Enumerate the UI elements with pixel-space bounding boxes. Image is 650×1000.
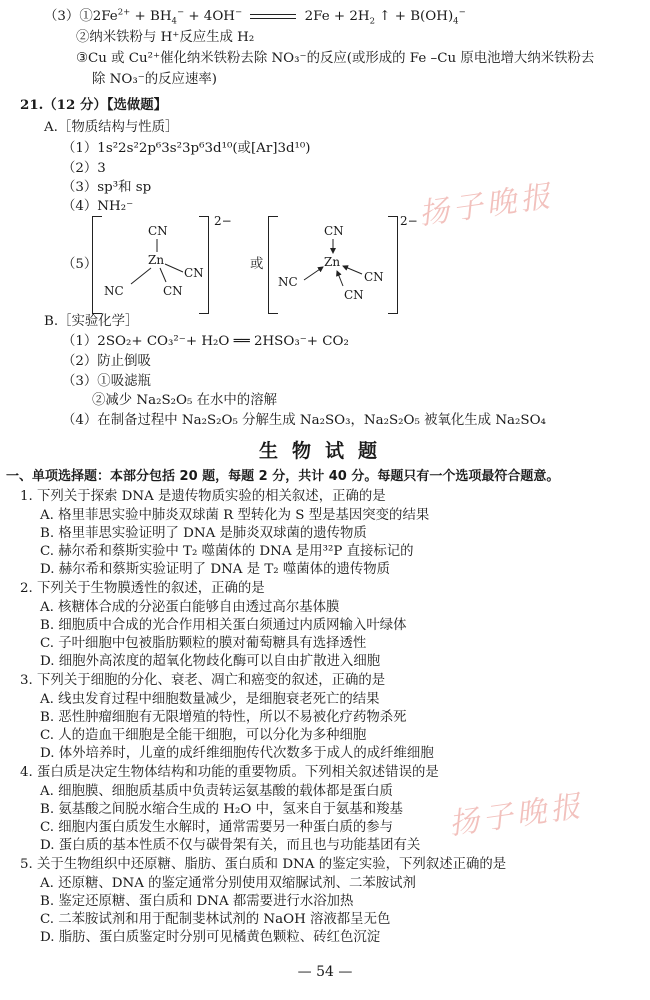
q5-option: D. 脂肪、蛋白质鉴定时分别可见橘黄色颗粒、砖红色沉淀 [40,930,381,945]
cn-bottom-2: CN [344,288,364,302]
q21-a4: （4）NH₂⁻ [62,199,134,214]
zn-center-2: Zn [324,255,341,269]
nc-left-2: NC [278,275,298,289]
cn-top-1: CN [148,224,168,238]
cn-top-2: CN [324,224,344,238]
q21-part-b-label: B.［实验化学］ [44,314,139,329]
q2-option: A. 核糖体合成的分泌蛋白能够自由透过高尔基体膜 [40,600,340,615]
q5-option: B. 鉴定还原糖、蛋白质和 DNA 都需要进行水浴加热 [40,894,354,909]
cn-bottom-1: CN [163,284,183,298]
zn-center-1: Zn [148,253,165,267]
q5-option: A. 还原糖、DNA 的鉴定通常分别使用双缩脲试剂、二苯胺试剂 [40,876,416,891]
section-instructions: 一、单项选择题：本部分包括 20 题，每题 2 分，共计 40 分。每题只有一个选项最符合题意。 [6,469,560,484]
q2-option: D. 细胞外高浓度的超氧化物歧化酶可以自由扩散进入细胞 [40,654,381,669]
cn-right-1: CN [184,266,204,280]
watermark-bottom: 扬子晚报 [446,788,587,843]
q3-option: A. 线虫发育过程中细胞数量减少，是细胞衰老死亡的结果 [40,692,380,707]
charge-2: 2− [400,214,418,228]
q4-stem: 4. 蛋白质是决定生物体结构和功能的重要物质。下列相关叙述错误的是 [20,765,439,780]
q2-option: B. 细胞质中合成的光合作用相关蛋白须通过内质网输入叶绿体 [40,618,407,633]
q3-option: B. 恶性肿瘤细胞有无限增殖的特性，所以不易被化疗药物杀死 [40,710,407,725]
q21-b3b: ②减少 Na₂S₂O₅ 在水中的溶解 [92,393,277,408]
q1-option: A. 格里菲思实验中肺炎双球菌 R 型转化为 S 型是基因突变的结果 [40,508,430,523]
q21-a1: （1）1s²2s²2p⁶3s²3p⁶3d¹⁰(或[Ar]3d¹⁰) [62,141,311,156]
nc-left-1: NC [104,284,124,298]
q1-stem: 1. 下列关于探索 DNA 是遗传物质实验的相关叙述，正确的是 [20,489,386,504]
q21-b4: （4）在制备过程中 Na₂S₂O₅ 分解生成 Na₂SO₃，Na₂S₂O₅ 被氧化生成 Na₂SO₄ [62,413,546,428]
or-text: 或 [250,257,264,272]
q1-option: D. 赫尔希和蔡斯实验证明了 DNA 是 T₂ 噬菌体的遗传物质 [40,562,391,577]
q21-b3: （3）①吸滤瓶 [62,374,151,389]
q4-option: B. 氨基酸之间脱水缩合生成的 H₂O 中，氢来自于氨基和羧基 [40,802,403,817]
q1-option: C. 赫尔希和蔡斯实验中 T₂ 噬菌体的 DNA 是用³²P 直接标记的 [40,544,414,559]
q4-option: A. 细胞膜、细胞质基质中负责转运氨基酸的载体都是蛋白质 [40,784,393,799]
q4-option: C. 细胞内蛋白质发生水解时，通常需要另一种蛋白质的参与 [40,820,394,835]
watermark-top: 扬子晚报 [416,178,557,233]
section-title: 生物试题 [258,440,391,462]
charge-1: 2− [214,214,232,228]
q5-option: C. 二苯胺试剂和用于配制斐林试剂的 NaOH 溶液都呈无色 [40,912,391,927]
q4-option: D. 蛋白质的基本性质不仅与碳骨架有关，而且也与功能基团有关 [40,838,421,853]
q3-line1: $(3)①2Fe^{2+} + BH_4^- + 4OH^-$ $2Fe + 2H_2$ ↑ + $B(OH)_4^-$ [44,7,466,27]
q21-heading: 21.（12 分）【选做题】 [20,97,168,113]
q3-line3: ③Cu 或 Cu²⁺催化纳米铁粉去除 NO₃⁻的反应(或形成的 Fe –Cu 原电池增大纳米铁粉去 [76,51,595,66]
q3-option: C. 人的造血干细胞是全能干细胞，可以分化为多种细胞 [40,728,367,743]
q3-option: D. 体外培养时，儿童的成纤维细胞传代次数多于成人的成纤维细胞 [40,746,434,761]
q21-a5: （5） [62,257,98,272]
q2-stem: 2. 下列关于生物膜透性的叙述，正确的是 [20,581,265,596]
q1-option: B. 格里菲思实验证明了 DNA 是肺炎双球菌的遗传物质 [40,526,367,541]
q2-option: C. 子叶细胞中包被脂肪颗粒的膜对葡萄糖具有选择透性 [40,636,367,651]
page-number: — 54 — [297,964,353,980]
q3-stem: 3. 下列关于细胞的分化、衰老、凋亡和癌变的叙述，正确的是 [20,673,386,688]
q3-line2: ②纳米铁粉与 H⁺反应生成 H₂ [76,30,255,45]
q21-b2: （2）防止倒吸 [62,354,151,369]
q21-b1: （1）2SO₂+ CO₃²⁻+ H₂O ══ 2HSO₃⁻+ CO₂ [62,334,349,349]
q3-line4: 除 NO₃⁻的反应速率) [92,72,217,87]
q21-a3: （3）sp³和 sp [62,180,152,195]
q21-a2: （2）3 [62,161,106,176]
cn-right-2: CN [364,270,384,284]
q5-stem: 5. 关于生物组织中还原糖、脂肪、蛋白质和 DNA 的鉴定实验，下列叙述正确的是 [20,857,507,872]
q21-part-a-label: A.［物质结构与性质］ [44,120,179,135]
